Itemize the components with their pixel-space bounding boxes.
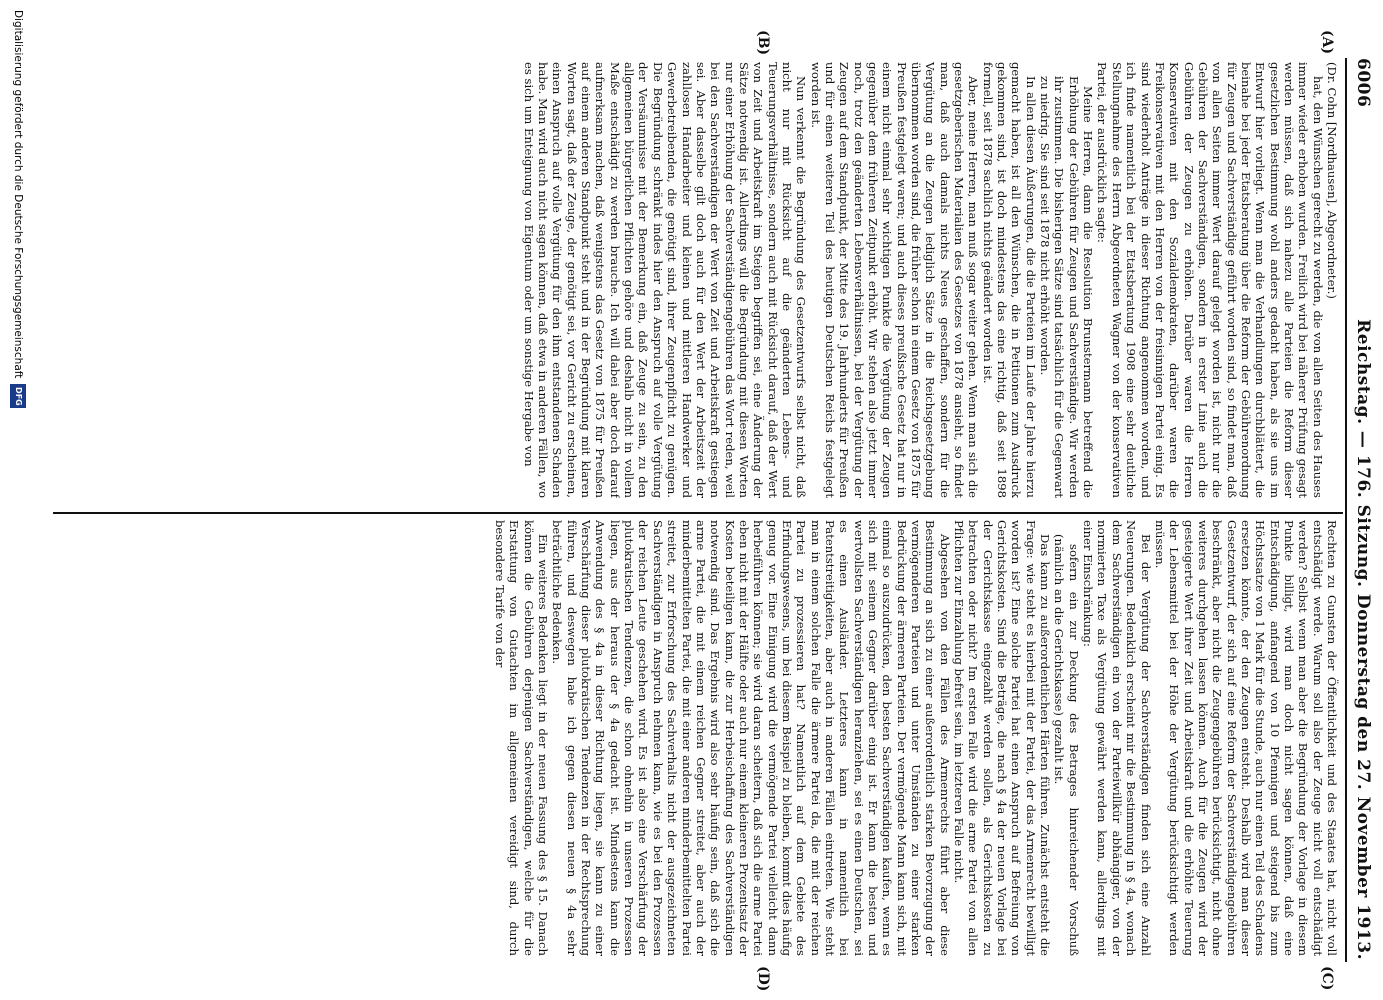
page-number: 6006 [1353,58,1373,108]
paragraph: sofern ein zur Deckung des Betrages hinreichender Vorschuß (nämlich an die Gerichtskasse) gezahlt ist. [1052,534,1081,956]
text-column-left [54,62,1339,498]
page-header [1349,58,1377,960]
paragraph: In allen diesen Äußerungen, die die Parteien im Laufe der Jahre hierzu gemacht haben, ist all den Wünschen, die in Petitionen zum Ausdruck gekommen sind, ist doch mindestens das eine richtig, daß seit 1898 formell, seit 1878 sachlich nichts geändert worden ist. [980,62,1038,498]
header-rule [1345,58,1347,962]
paragraph: (Dr. Cohn [Nordhausen], Abgeordneter.) [1325,62,1339,299]
paragraph: Ein weiteres Bedenken liegt in der neuen Fassung des § 15. Danach können die Gebühren derjenigen Sachverständigen, welche für die Erstattung von Gutachten im allgemeinen vereidigt sind, durch besondere Tarife von der [493,520,551,956]
page-footer [7,10,29,990]
margin-mark-d: (D) [755,966,771,992]
paragraph: hat, den Wünschen gerecht zu werden, die von allen Seiten des Hauses immer wieder erhoben wurden. Freilich wird bei näherer Prüfung gesagt werden müssen, daß sich nahezu alle Parteien die Reform dieser gesetzlichen Bestimmung wohl anders gedacht haben, als sie uns im Entwurf hier vorliegt. Wenn man die Verhandlungen durchblättert, die beinahe bei jeder Etatsberatung über die Reform der Gebührenordnung für Zeugen und Sachverständige geführt worden sind, so findet man, daß von allen Seiten immer Wert darauf gelegt worden ist, nicht nur die Gebühren der Sachverständigen, sondern in erster Linie auch die Gebühren der Zeugen zu erhöhen. Darüber waren die Herren Konservativen mit den Sozialdemokraten, darüber waren die Freikonservativen mit den Herren von der freisinnigen Partei einig. Es sind wiederholt Anträge in dieser Richtung angenommen worden, und ich finde namentlich bei der Etatsberatung 1908 eine sehr deutliche Stellungnahme des Herrn Abgeordneten Wagner von der konservativen Partei, der ausdrücklich sagte: [1095,62,1325,498]
margin-mark-a: (A) [1319,30,1335,55]
footer-credit: Digitalisierung gefördert durch die Deutsche Forschungsgemeinschaft [12,10,24,379]
paragraph: Aber, meine Herren, man muß sogar weiter gehen. Wenn man sich die gesetzgeberischen Materialien des Gesetzes von 1878 ansieht, so findet man, daß auch damals nichts Neues geschaffen, sondern für die Vergütung an die Zeugen lediglich Sätze in die Reichsgesetzgebung übernommen worden sind, die früher schon in einem Gesetz von 1875 für Preußen festgelegt waren; und auch dieses preußische Gesetz hat nur in einem nicht einmal sehr wichtigen Punkte die Vergütung der Zeugen gegenüber dem früheren Zeitpunkt erhöht. Wir stehen also jetzt immer noch, trotz den geänderten Lebensverhältnissen, bei der Vergütung der Zeugen auf dem Standpunkt, der Mitte des 19. Jahrhunderts für Preußen und für einen weiteren Teil des heutigen Deutschen Reichs festgelegt worden ist. [808,62,981,498]
margin-mark-c: (C) [1319,966,1335,991]
paragraph: Das kann zu außerordentlichen Härten führen. Zunächst entsteht die Frage: wie steht es hierbei mit der Partei, der das Armenrecht bewilligt worden ist? Eine solche Partei hat einen Anspruch auf Befreiung von Gerichtskosten. Sind die Beträge, die nach § 4a der neuen Vorlage bei der Gerichtskasse eingezahlt werden sollen, als Gerichtskosten zu betrachten oder nicht? Im ersten Falle wird die arme Partei von allen Pflichten zur Einzahlung befreit sein, im letzteren Falle nicht. [952,520,1053,956]
page-running-title: Reichstag. — 176. Sitzung. Donnerstag den 27. November 1913. [1353,319,1373,960]
margin-mark-b: (B) [755,30,771,56]
column-divider [53,512,1343,514]
paragraph: Meine Herren, dann die Resolution Brunstermann betreffend die Erhöhung der Gebühren für Zeugen und Sachverständige. Wir werden ihr zustimmen. Die bisherigen Sätze sind tatsächlich für die Gegenwart zu niedrig. Sie sind seit 1878 nicht erhöht worden. [1038,76,1096,498]
paragraph: Bei der Vergütung der Sachverständigen finden sich eine Anzahl Neuerungen. Bedenklich erscheint mir die Bestimmung in § 4a, wonach dem Sachverständigen ein von der Parteiwillkür abhängiger, von der normierten Taxe als Vergütung gewährt werden kann, allerdings mit einer Einschränkung: [1081,520,1153,956]
text-column-right [54,520,1339,956]
paragraph: Abgesehen von den Fällen des Armenrechts führt aber diese Bestimmung an sich zu einer außerordentlich starken Bevorzugung der vermögenderen Parteien und unter Umständen zu einer starken Bedrückung der ärmeren Parteien. Der vermögende Mann kann sich, mit einmal so auszudrücken, den besten Sachverständigen kaufen, wenn es sich mit seinem Gegner darüber einig ist. Er kann die besten und wertvollsten Sachverständigen heranziehen, sei es einen Deutschen, sei es einen Ausländer. Letzteres kann in namentlich bei Patentstreitigkeiten, aber auch in anderen Fällen eintreten. Wie steht man in einem solchen Falle die ärmere Partei da, die mit der reichen Partei zu prozessieren hat? Namentlich auf dem Gebiete des Erfindungswesens, um bei diesem Beispiel zu bleiben, kommt dies häufig genug vor. Eine Einigung wird die vermögende Partei vielleicht dann herbeiführen können; sie wird daran scheitern, daß sich die arme Partei eben nicht mit der Hälfte oder auch nur einem kleineren Prozentsatz der Kosten beteiligen kann, die zur Herbeischaffung des Sachverständigen notwendig sind. Das Ergebnis wird also sehr häufig sein, daß sich die arme Partei, die mit einem reichen Gegner streitet, aber auch der minderbemittelten Partei, die mit einer anderen minderbemittelten Partei streitet, zur Erforschung des Sachverhalts nicht der ausgezeichneten Sachverständigen in Anspruch nehmen kann, wie es bei den Prozessen der reichen Leute geschehen wird. Es ist also eine Verschärfung der plutokratischen Tendenzen, die schon ohnehin in unseren Prozessen liegen, aus der heraus der § 4a gedacht ist. Mindestens kann die Anwendung des § 4a in dieser Richtung liegen, sie kann zu einer Verschärfung dieser plutokratischen Tendenzen in der Rechtsprechung führen, und deswegen habe ich gegen diesen neuen § 4a sehr beträchtliche Bedenken. [550,520,952,956]
dfg-logo: DFG [10,384,26,408]
paragraph: Rechten zu Gunsten der Öffentlichkeit und des Staates hat, nicht voll entschädigt werde. Warum soll also der Zeuge nicht voll entschädigt werden? Selbst wenn man aber die Begründung der Vorlage in diesem Punkte billigt, wird man doch nicht sagen können, daß eine Entschädigung, anfangend von 10 Pfennigen und steigend bis zum Höchstsatze von 1 Mark für die Stunde, auch nur einen Teil des Schadens ersetzen könnte, der den Zeugen entsteht. Deshalb wird man dieser Gesetzentwurf, der sich auf eine Reform der Sachverständigengebühren beschränkt, aber nicht die Zeugengebühren berücksichtigt, nicht ohne weiteres durchgehen lassen können. Auch für die Zeugen wird der gesteigerte Wert ihrer Zeit und Arbeitskraft und die erhöhte Teuerung der Lebensmittel bei der Höhe der Vergütung berücksichtigt werden müssen. [1152,520,1339,956]
paragraph: Nun verkennt die Begründung des Gesetzentwurfs selbst nicht, daß nicht nur mit Rücksicht auf die geänderten Lebens- und Teuerungsverhältnisse, sondern auch mit Rücksicht darauf, daß der Wert von Zeit und Arbeitskraft im Steigen begriffen sei, eine Änderung der Sätze notwendig ist. Allerdings will die Begründung mit diesen Worten nur einer Erhöhung der Sachverständigengebühren das Wort reden, weil bei den Sachverständigen der Wert von Zeit und Arbeitskraft gestiegen sei. Aber dasselbe gilt doch auch für den Wert der Arbeitszeit der zahllosen Handarbeiter und kleinen und mittleren Handwerker und Gewerbetreibenden, die genötigt sind, ihrer Zeugenpflicht zu genügen. Die Begründung schränkt indes hier den Anspruch auf volle Vergütung der Versäumnisse mit der Bemerkung ein, daß Zeuge zu sein, zu den allgemeinen bürgerlichen Pflichten gehöre und deshalb nicht in vollem Maße entschädigt zu werden brauche. Ich will dabei aber doch darauf aufmerksam machen, daß wenigstens das Gesetz von 1875 für Preußen auf einem anderen Standpunkt steht und in der Begründung mit klaren Worten sagt, daß der Zeuge, der genötigt sei, vor Gericht zu erscheinen, einen Anspruch auf volle Vergütung für den ihm entstandenen Schaden habe. Man wird auch nicht sagen können, daß etwa in anderen Fällen, wo es sich um Enteignung von Eigentum oder um sonstige Hergabe von [521,62,809,498]
